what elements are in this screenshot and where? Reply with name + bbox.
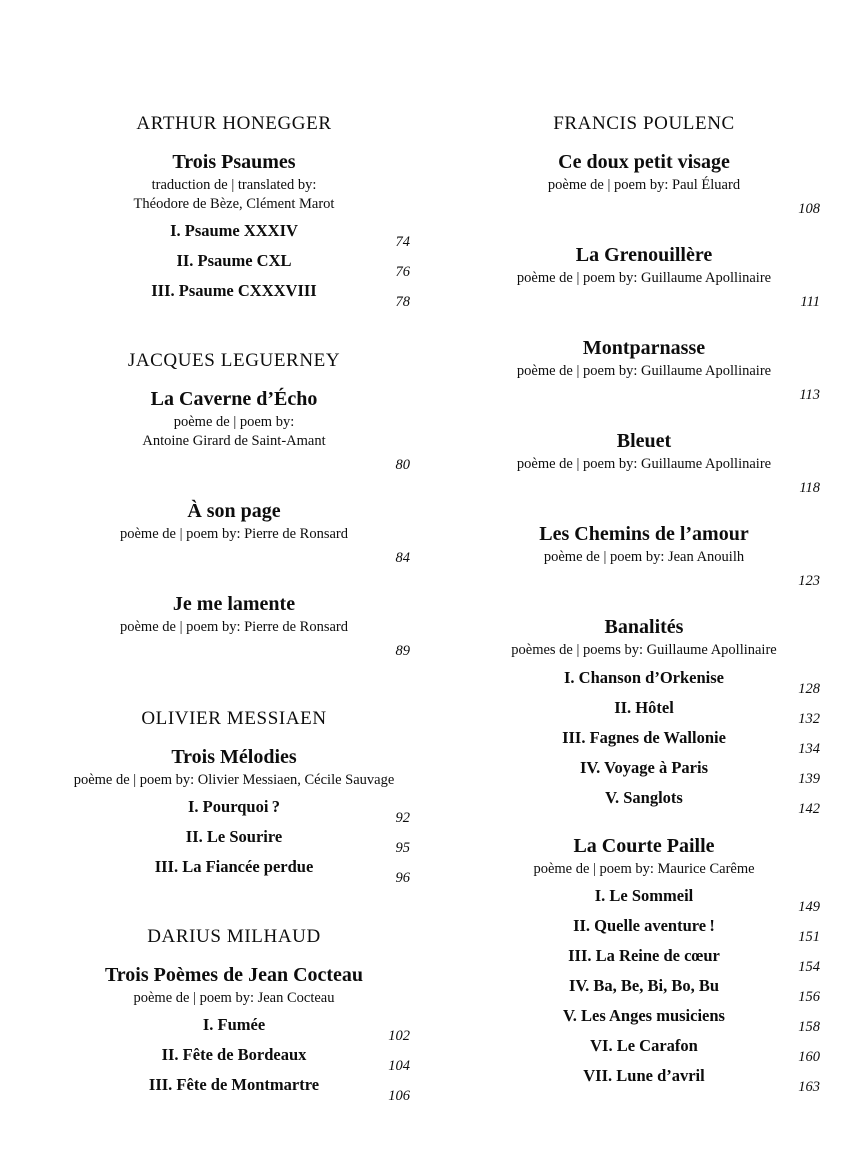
movement-title[interactable]: III. Fagnes de Wallonie (562, 727, 726, 747)
work-subtitle-line: Théodore de Bèze, Clément Marot (133, 195, 335, 212)
page-number[interactable]: 151 (798, 928, 820, 945)
page-number[interactable]: 102 (388, 1028, 410, 1044)
work-subtitle-line: poème de | poem by: Guillaume Apollinaire (516, 456, 772, 473)
composer-name: JACQUES LEGUERNEY (127, 350, 341, 371)
movement-row[interactable] (468, 1060, 820, 1095)
movement-title[interactable]: III. La Reine de cœur (568, 945, 720, 965)
page-number[interactable]: 158 (798, 1018, 820, 1035)
work-page-row (58, 544, 410, 570)
work-title[interactable]: La Grenouillère (575, 243, 713, 266)
work-title[interactable]: Je me lamente (172, 593, 296, 616)
movement-row[interactable] (468, 880, 820, 915)
movement-title[interactable]: IV. Ba, Be, Bi, Bo, Bu (568, 975, 720, 995)
work-page-row (58, 637, 410, 663)
page-number[interactable]: 163 (798, 1078, 820, 1095)
work-subtitle-line: poème de | poem by: Olivier Messiaen, Cécile Sauvage (73, 772, 395, 788)
toc-column-right (432, 112, 864, 1095)
movement-row[interactable] (468, 692, 820, 727)
page-number[interactable]: 111 (800, 294, 820, 310)
composer-name: ARTHUR HONEGGER (136, 113, 332, 134)
movement-title[interactable]: II. Psaume CXL (176, 251, 292, 270)
movement-row[interactable] (58, 1009, 410, 1044)
work-subtitle-line: poème de | poem by: Guillaume Apollinaire (516, 269, 772, 286)
movement-row[interactable] (58, 791, 410, 827)
movement-row[interactable] (468, 662, 820, 697)
work-entry[interactable] (468, 243, 820, 314)
work-page-row (468, 567, 820, 593)
work-page-row (468, 195, 820, 221)
page-number[interactable]: 149 (798, 898, 820, 915)
page-number[interactable]: 78 (395, 294, 410, 310)
page-number[interactable]: 95 (395, 840, 410, 857)
toc-column-left (0, 112, 432, 1104)
page-number[interactable]: 118 (799, 480, 820, 497)
work-subtitle-line: poème de | poem by: Maurice Carême (533, 860, 755, 877)
work-page-row (468, 474, 820, 500)
movement-title[interactable]: II. Hôtel (614, 697, 674, 717)
composer-name: OLIVIER MESSIAEN (141, 708, 327, 730)
work-title[interactable]: Trois Poèmes de Jean Cocteau (104, 963, 364, 986)
work-subtitle-line: poème de | poem by: Jean Cocteau (133, 989, 335, 1006)
work-title[interactable]: La Caverne d’Écho (150, 387, 318, 410)
work-title[interactable]: Ce doux petit visage (558, 150, 730, 173)
composer-group (468, 112, 820, 1095)
movement-title[interactable]: II. Le Sourire (185, 827, 283, 847)
page-number[interactable]: 139 (798, 770, 820, 787)
movement-row[interactable] (58, 245, 410, 280)
movement-list (58, 791, 410, 887)
page-number[interactable]: 113 (799, 387, 820, 404)
page-number[interactable]: 104 (388, 1058, 410, 1074)
movement-title[interactable]: I. Le Sommeil (594, 885, 694, 905)
work-title[interactable]: La Courte Paille (573, 834, 715, 857)
movement-list (58, 1009, 410, 1104)
work-entry[interactable] (58, 592, 410, 663)
work-title[interactable]: Bleuet (616, 430, 672, 453)
page-number[interactable]: 142 (798, 800, 820, 817)
page-number[interactable]: 80 (395, 457, 410, 473)
page-number[interactable]: 84 (395, 550, 410, 567)
movement-title[interactable]: IV. Voyage à Paris (579, 757, 709, 777)
work-title[interactable]: Trois Mélodies (171, 746, 297, 768)
movement-title[interactable]: V. Sanglots (605, 787, 683, 807)
page-number[interactable]: 74 (395, 234, 410, 250)
work-entry[interactable] (58, 745, 410, 887)
movement-title[interactable]: VII. Lune d’avril (583, 1065, 705, 1085)
movement-title[interactable]: I. Fumée (202, 1015, 266, 1034)
movement-title[interactable]: I. Chanson d’Orkenise (564, 667, 724, 687)
movement-title[interactable]: I. Pourquoi ? (188, 797, 280, 817)
composer-name: FRANCIS POULENC (553, 113, 735, 134)
movement-row[interactable] (468, 970, 820, 1005)
work-subtitle-line: poèmes de | poems by: Guillaume Apollinaire (511, 642, 777, 659)
movement-row[interactable] (58, 275, 410, 310)
work-entry[interactable] (58, 499, 410, 570)
work-subtitle-line: traduction de | translated by: (151, 176, 317, 193)
page-number[interactable]: 128 (798, 680, 820, 697)
work-subtitle-line: poème de | poem by: Pierre de Ronsard (120, 619, 348, 636)
work-subtitle-line: poème de | poem by: Paul Éluard (547, 176, 741, 193)
composer-group (58, 112, 410, 310)
composer-group (58, 925, 410, 1104)
work-entry[interactable] (468, 429, 820, 500)
movement-row[interactable] (468, 1000, 820, 1035)
composer-group (58, 349, 410, 663)
movement-row[interactable] (58, 851, 410, 887)
movement-row[interactable] (468, 1030, 820, 1065)
work-subtitle-line: Antoine Girard de Saint-Amant (142, 432, 326, 449)
work-title[interactable]: Banalités (604, 616, 684, 639)
work-subtitle-line: poème de | poem by: Guillaume Apollinaire (516, 363, 772, 379)
work-title[interactable]: Montparnasse (582, 337, 706, 359)
page-number[interactable]: 123 (798, 573, 820, 590)
page-number[interactable]: 92 (395, 810, 410, 827)
movement-row[interactable] (58, 821, 410, 857)
work-page-row (58, 451, 410, 477)
movement-title[interactable]: III. Psaume CXXXVIII (151, 281, 317, 300)
page-number[interactable]: 156 (798, 988, 820, 1005)
movement-title[interactable]: II. Quelle aventure ! (573, 915, 715, 935)
movement-row[interactable] (468, 782, 820, 817)
work-entry[interactable] (58, 387, 410, 477)
work-title[interactable]: Les Chemins de l’amour (539, 523, 749, 546)
work-title[interactable]: À son page (187, 500, 281, 522)
work-entry[interactable] (468, 522, 820, 593)
movement-title[interactable]: V. Les Anges musiciens (563, 1005, 725, 1025)
movement-list (468, 880, 820, 1095)
work-entry[interactable] (468, 150, 820, 221)
page-number[interactable]: 160 (798, 1048, 820, 1065)
composer-name: DARIUS MILHAUD (147, 926, 321, 948)
movement-row[interactable] (468, 940, 820, 975)
movement-list (58, 215, 410, 310)
work-entry[interactable] (468, 336, 820, 407)
work-entry[interactable] (468, 834, 820, 1095)
movement-title[interactable]: II. Fête de Bordeaux (161, 1045, 307, 1064)
movement-row[interactable] (468, 722, 820, 757)
page-number[interactable]: 134 (798, 740, 820, 757)
movement-title[interactable]: III. Fête de Montmartre (148, 1075, 320, 1094)
work-entry[interactable] (58, 963, 410, 1104)
movement-row[interactable] (468, 910, 820, 945)
page-number[interactable]: 132 (798, 710, 820, 727)
movement-title[interactable]: VI. Le Carafon (590, 1035, 698, 1055)
movement-row[interactable] (58, 1039, 410, 1074)
composer-group (58, 707, 410, 887)
page-number[interactable]: 76 (395, 264, 410, 280)
work-subtitle-line: poème de | poem by: Pierre de Ronsard (120, 526, 348, 542)
work-entry[interactable] (468, 615, 820, 817)
work-subtitle-line: poème de | poem by: (173, 413, 295, 430)
page-number[interactable]: 96 (395, 870, 410, 887)
work-entry[interactable] (58, 150, 410, 310)
page-number[interactable]: 106 (388, 1088, 410, 1104)
page-number[interactable]: 108 (798, 200, 820, 217)
page-number[interactable]: 154 (798, 958, 820, 975)
work-page-row (468, 288, 820, 314)
movement-list (468, 662, 820, 817)
page-number[interactable]: 89 (395, 643, 410, 660)
movement-title[interactable]: III. La Fiancée perdue (154, 857, 314, 877)
work-title[interactable]: Trois Psaumes (172, 150, 296, 173)
work-subtitle-line: poème de | poem by: Jean Anouilh (543, 549, 745, 566)
work-page-row (468, 381, 820, 407)
movement-row[interactable] (58, 1069, 410, 1104)
movement-title[interactable]: I. Psaume XXXIV (170, 221, 298, 240)
toc-columns (0, 112, 864, 1104)
movement-row[interactable] (468, 752, 820, 787)
movement-row[interactable] (58, 215, 410, 250)
